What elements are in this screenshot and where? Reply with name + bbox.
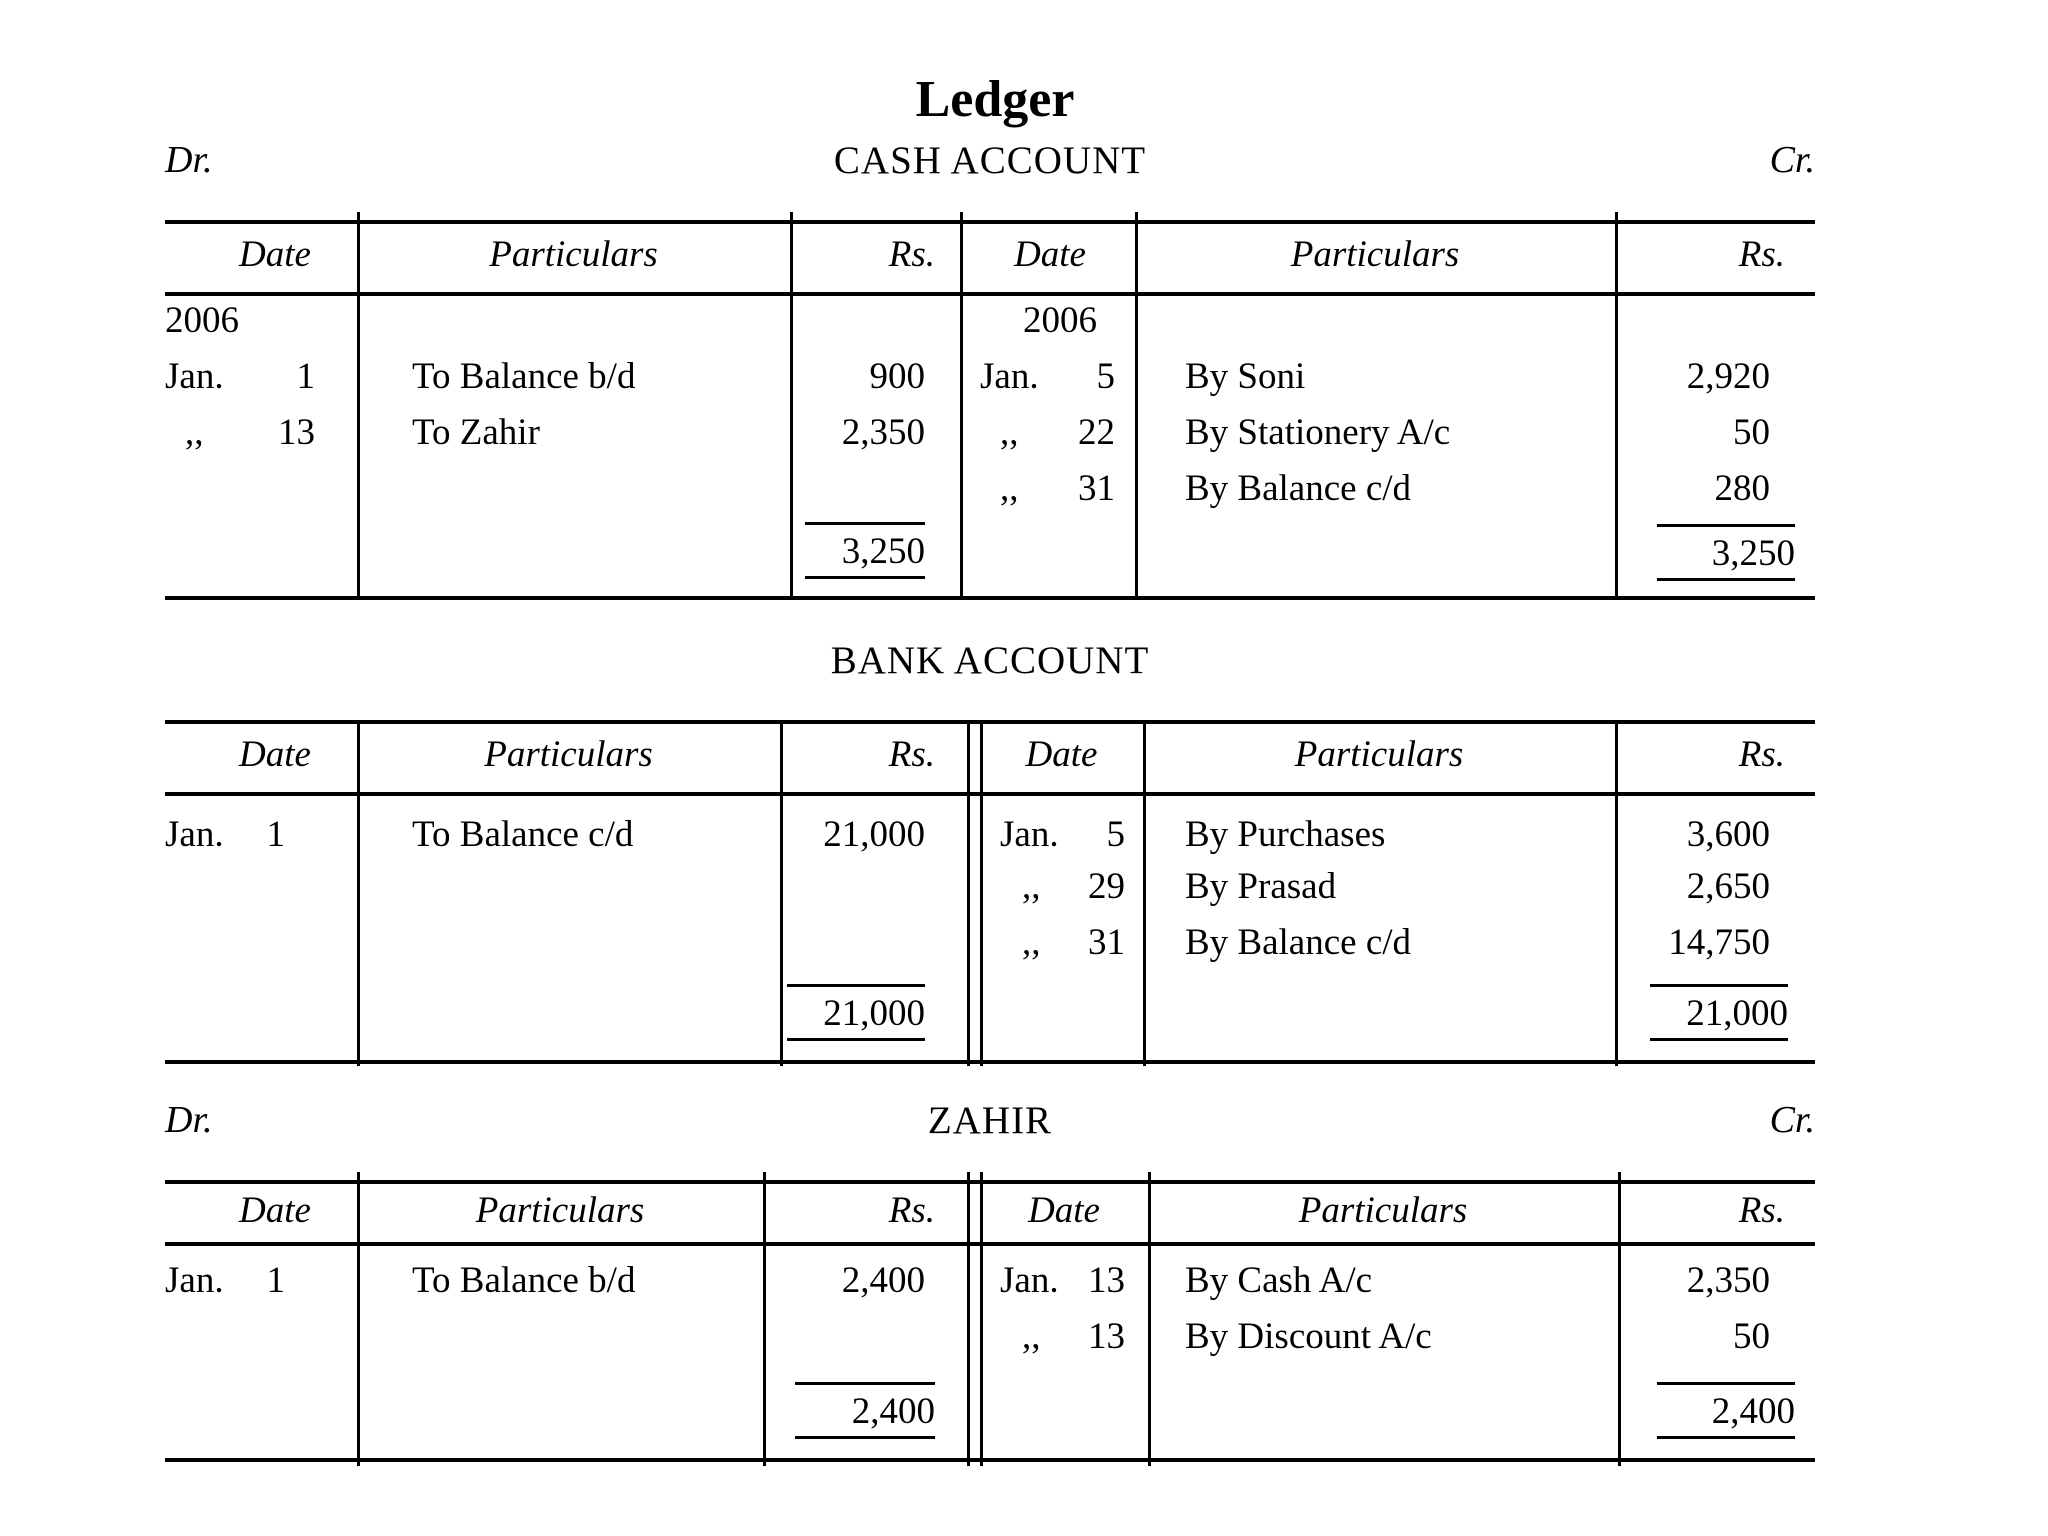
entry-amount: 2,400: [841, 1260, 925, 1301]
credit-total: 2,400: [1657, 1382, 1795, 1439]
entry-particulars: To Balance b/d: [412, 356, 636, 397]
entry-day: 5: [1106, 814, 1125, 855]
bank-account-heading: [165, 638, 1815, 688]
entry-amount: 3,600: [1686, 814, 1770, 855]
entry-month: Jan.: [1000, 814, 1059, 855]
column-divider: [1615, 212, 1618, 598]
entry-amount: 2,350: [1686, 1260, 1770, 1301]
entry-day: 13: [1088, 1316, 1125, 1357]
column-divider: [790, 212, 793, 598]
entry-month: ,,: [1000, 412, 1019, 453]
entry-month: Jan.: [165, 1260, 224, 1301]
zahir-account-ledger: [165, 1180, 1815, 1465]
header-particulars: Particulars: [484, 734, 653, 775]
column-divider: [967, 1172, 970, 1466]
dr-label: Dr.: [165, 1099, 213, 1141]
entry-amount: 14,750: [1668, 922, 1770, 963]
entry-amount: 50: [1733, 1316, 1770, 1357]
header-date: Date: [239, 234, 311, 275]
header-amount: Rs.: [1738, 234, 1785, 275]
entry-day: 1: [296, 356, 315, 397]
entry-month: ,,: [185, 412, 204, 453]
header-amount: Rs.: [1738, 734, 1785, 775]
rule: [165, 1060, 1815, 1064]
zahir-account-heading: [165, 1098, 1815, 1148]
entry-amount: 2,920: [1686, 356, 1770, 397]
entry-day: 13: [1088, 1260, 1125, 1301]
rule: [165, 596, 1815, 600]
rule: [165, 1458, 1815, 1462]
entry-particulars: To Balance c/d: [412, 814, 634, 855]
cash-account-ledger: [165, 220, 1815, 600]
header-date: Date: [239, 734, 311, 775]
entry-day: 5: [1096, 356, 1115, 397]
header-date: Date: [239, 1190, 311, 1231]
header-particulars: Particulars: [1294, 734, 1464, 775]
header-date: Date: [1025, 734, 1098, 775]
cash-account-heading: [165, 138, 1815, 188]
year: 2006: [165, 300, 239, 341]
entry-amount: 50: [1733, 412, 1770, 453]
entry-day: 1: [266, 1260, 285, 1301]
rule: [165, 1242, 1815, 1246]
entry-month: ,,: [1022, 1316, 1041, 1357]
column-divider: [780, 720, 783, 1066]
entry-month: ,,: [1000, 468, 1019, 509]
debit-total: 21,000: [787, 984, 925, 1041]
entry-month: Jan.: [165, 814, 224, 855]
header-amount: Rs.: [888, 1190, 935, 1231]
entry-particulars: By Discount A/c: [1185, 1316, 1432, 1357]
entry-particulars: By Purchases: [1185, 814, 1386, 855]
header-particulars: Particulars: [1290, 234, 1460, 275]
entry-particulars: By Soni: [1185, 356, 1306, 397]
header-particulars: Particulars: [1298, 1190, 1468, 1231]
rule: [165, 220, 1815, 224]
page-title: Ledger: [915, 71, 1075, 128]
column-divider: [967, 720, 970, 1066]
header-date: Date: [1028, 1190, 1100, 1231]
entry-amount: 21,000: [823, 814, 925, 855]
entry-amount: 2,350: [841, 412, 925, 453]
rule: [165, 292, 1815, 296]
account-name: CASH ACCOUNT: [833, 139, 1147, 182]
header-particulars: Particulars: [475, 1190, 645, 1231]
account-name: ZAHIR: [927, 1099, 1053, 1142]
entry-particulars: By Cash A/c: [1185, 1260, 1373, 1301]
entry-month: Jan.: [1000, 1260, 1059, 1301]
entry-particulars: To Balance b/d: [412, 1260, 636, 1301]
column-divider: [960, 212, 963, 598]
entry-day: 13: [278, 412, 315, 453]
entry-amount: 2,650: [1686, 866, 1770, 907]
entry-day: 31: [1088, 922, 1125, 963]
header-amount: Rs.: [1738, 1190, 1785, 1231]
cr-label: Cr.: [1769, 1099, 1815, 1141]
header-amount: Rs.: [888, 234, 935, 275]
account-name: BANK ACCOUNT: [830, 639, 1150, 682]
column-divider: [1618, 1172, 1621, 1466]
column-divider: [1615, 720, 1618, 1066]
bank-account-ledger: [165, 720, 1815, 1065]
credit-total: 3,250: [1657, 524, 1795, 581]
cr-label: Cr.: [1769, 139, 1815, 181]
debit-total: 3,250: [805, 522, 925, 579]
entry-particulars: By Balance c/d: [1185, 922, 1412, 963]
header-particulars: Particulars: [489, 234, 658, 275]
entry-day: 22: [1078, 412, 1115, 453]
entry-month: Jan.: [165, 356, 224, 397]
rule: [165, 1180, 1815, 1184]
entry-amount: 900: [869, 356, 925, 397]
entry-particulars: By Balance c/d: [1185, 468, 1412, 509]
entry-particulars: By Stationery A/c: [1185, 412, 1451, 453]
column-divider: [763, 1172, 766, 1466]
entry-day: 31: [1078, 468, 1115, 509]
entry-particulars: To Zahir: [412, 412, 540, 453]
entry-month: Jan.: [980, 356, 1039, 397]
year: 2006: [1023, 300, 1097, 341]
entry-month: ,,: [1022, 922, 1041, 963]
header-date: Date: [1014, 234, 1086, 275]
entry-day: 1: [266, 814, 285, 855]
debit-total: 2,400: [795, 1382, 935, 1439]
credit-total: 21,000: [1650, 984, 1788, 1041]
header-amount: Rs.: [888, 734, 935, 775]
rule: [165, 792, 1815, 796]
entry-amount: 280: [1714, 468, 1770, 509]
dr-label: Dr.: [165, 139, 213, 181]
entry-day: 29: [1088, 866, 1125, 907]
rule: [165, 720, 1815, 724]
entry-month: ,,: [1022, 866, 1041, 907]
entry-particulars: By Prasad: [1185, 866, 1337, 907]
